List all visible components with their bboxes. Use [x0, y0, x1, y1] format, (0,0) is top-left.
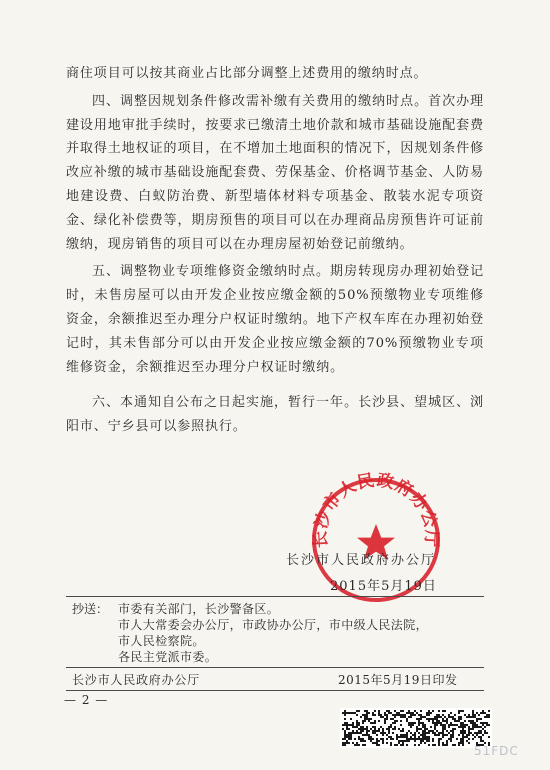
cc-line: 市人大常委会办公厅，市政协办公厅，市中级人民法院，: [118, 618, 429, 632]
divider-bottom: [66, 690, 484, 691]
signature-date: 2015年5月19日: [330, 579, 437, 594]
cc-line: 市委有关部门，长沙警备区。: [118, 602, 280, 616]
cc-line: 市人民检察院。: [118, 634, 205, 648]
paragraph-item-6: 六、本通知自公布之日起实施，暂行一年。长沙县、望城区、浏阳市、宁乡县可以参照执行。: [66, 395, 484, 435]
divider-middle: [66, 667, 484, 668]
signature-org: 长沙市人民政府办公厅: [286, 553, 437, 568]
issue-date: 2015年5月19日印发: [338, 673, 458, 687]
divider-top: [66, 596, 484, 597]
watermark: 51FDC: [474, 744, 519, 758]
seal-text: 长沙市人民政府办公厅: [310, 470, 442, 549]
paragraph-continuation: 商住项目可以按其商业占比部分调整上述费用的缴纳时点。: [66, 66, 428, 81]
cc-line: 各民主党派市委。: [118, 650, 218, 664]
cc-label: 抄送：: [72, 602, 109, 616]
barcode-icon: [340, 708, 492, 748]
issuer: 长沙市人民政府办公厅: [72, 673, 201, 687]
page-number: — 2 —: [64, 693, 109, 707]
paragraph-item-4: 四、调整因规划条件修改需补缴有关费用的缴纳时点。首次办理建设用地审批手续时，按要求已缴清土地价款和城市基础设施配套费并取得土地权证的项目，在不增加土地面积的情况下，因规划条件修改应补缴的城市基础设施配套费、劳保基金、价格调节基金、人防易地建设费、白蚁防治费、新型墙体材料专项基金、散装水泥专项资金、绿化补偿费等，期房预售的项目可以在办理商品房预售许可证前缴纳，现房销售的项目可以在办理房屋初始登记前缴纳。: [66, 93, 484, 252]
paragraph-item-5: 五、调整物业专项维修资金缴纳时点。期房转现房办理初始登记时，未售房屋可以由开发企业按应缴金额的50%预缴物业专项维修资金，余额推迟至办理分户权证时缴纳。地下产权车库在办理初始登记时，其未售部分可以由开发企业按应缴金额的70%预缴物业专项维修资金，余额推迟至办理分户权证时缴纳。: [66, 264, 484, 375]
document-body: [66, 62, 484, 439]
